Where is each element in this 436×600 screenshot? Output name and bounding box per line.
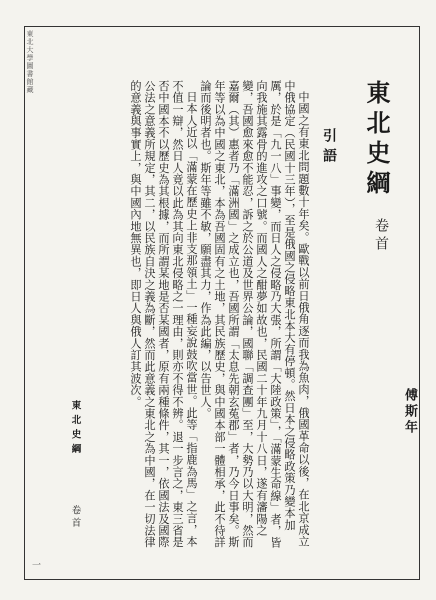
frame-bottom-rule — [24, 579, 420, 580]
frame-right-rule — [419, 26, 420, 580]
footer-book-title: 東北史綱 — [69, 400, 81, 458]
body-text — [44, 80, 310, 550]
paragraph: 日本人近以「滿蒙在歷史上非支那領土」一種妄說鼓吹當世。此等「指鹿為馬」之言，本不值一辯，然日人竟以此為其向東北侵略之一理由，則亦不得不辨。退一步言之，東三省是否中國本不以歷史為其根據，而所謂某地是否某國者，原有兩種條件，其一，依國法及國際公法之意義所規定，其二，以民族自決之義為斷，然而此意義之東北之為中國，在一切法律的意義與事實上，與中國內地無異也，即日人與俄人訂其波次。 — [129, 80, 198, 548]
paragraph: 中國之有東北問題數十年矣。歐戰以前日俄角逐而我為魚肉，俄國革命以後，在北京成立中俄協定（民國十三年），至是俄國之侵略東北本大有停頓。然日本之侵略政策乃變本加厲，於是「九一八」事變，而日人之侵略乃大張，所謂「大陸政策」，「滿蒙生命線」者，皆向我施其露骨的進攻之口號。而國人之酣夢如故也，民國二十年九月十八日，遂有瀋陽之變，吾國愈來愈不能忍，訴之於公道及世界公論，國聯「調查團」至，大勢乃以大明，然而嘉爾（其）惠者乃「滿洲國」之成立也，吾國所謂「太息先朝玄菟郡」者，乃今日事矣。斯年等以為中國之東北，本為吾國固有之土地，其民族歷史，與中國本部一體相承，此不待詳論而後明者也。斯年等雖不敏，願盡其力，作為此編，以告世人。 — [199, 80, 310, 549]
frame-left-rule — [24, 26, 25, 580]
author-name: 傅斯年 — [402, 388, 417, 436]
footer-volume: 卷首 — [69, 505, 81, 530]
page-number: 一 — [30, 560, 40, 569]
frame-top-rule — [24, 26, 420, 27]
library-stamp: 東北大學圖書館藏 — [26, 30, 34, 94]
section-heading: 引語 — [321, 128, 337, 168]
volume-label: 卷首 — [373, 218, 389, 254]
book-title: 東北史綱 — [362, 80, 391, 200]
